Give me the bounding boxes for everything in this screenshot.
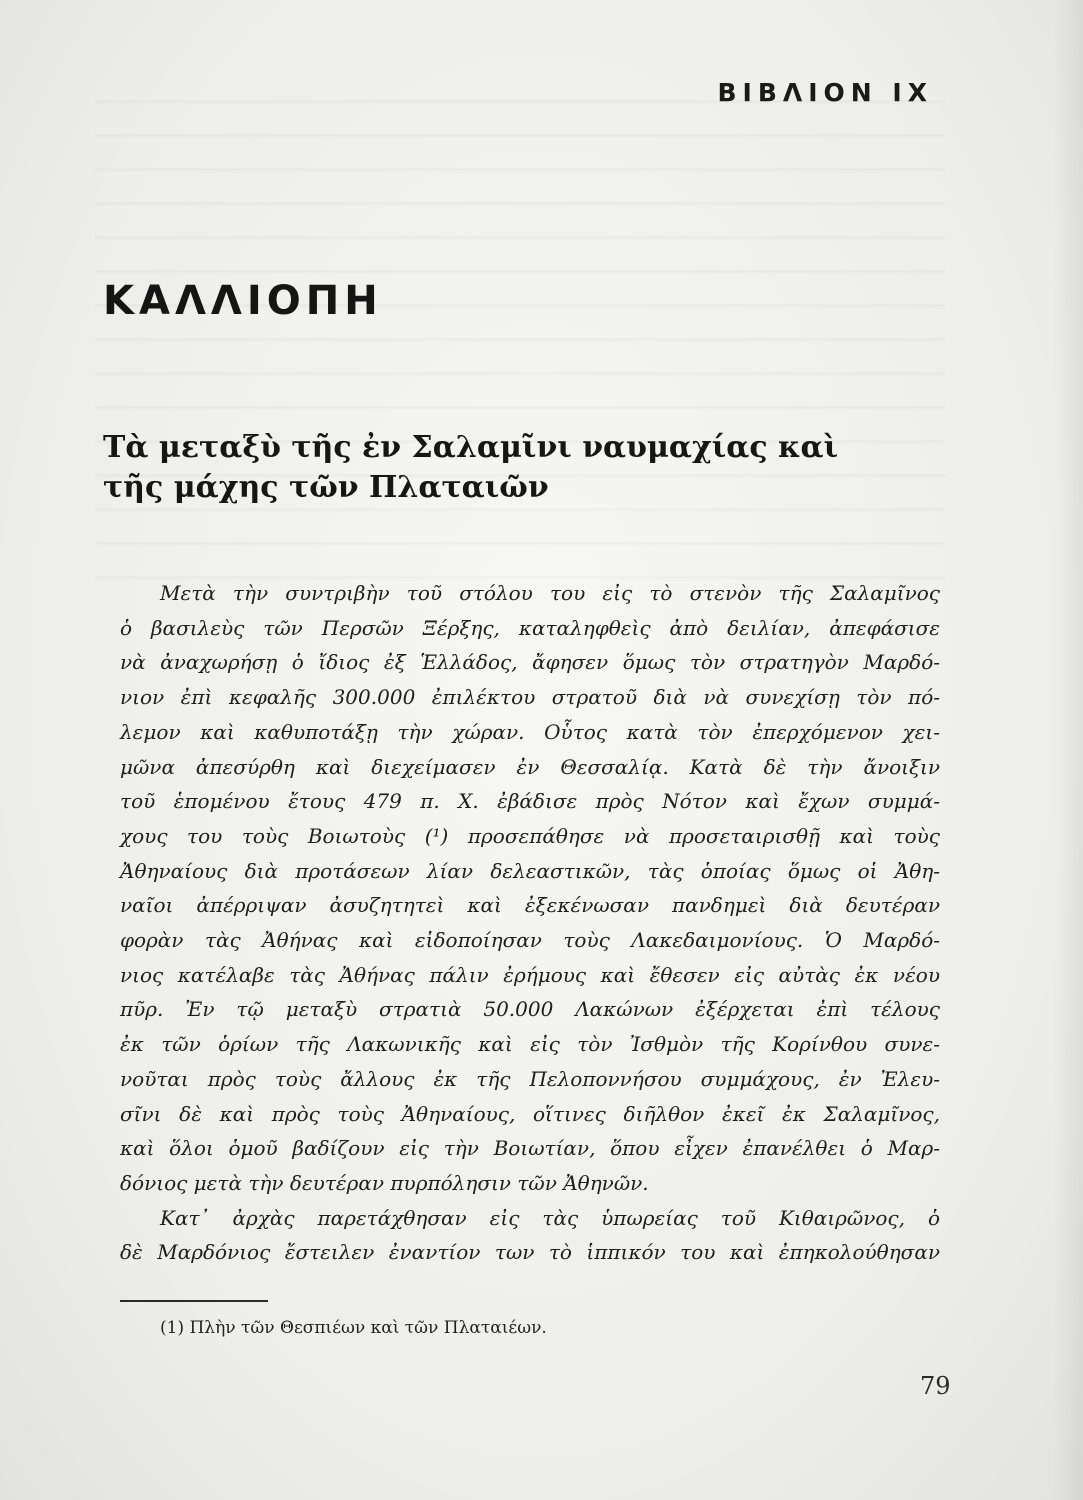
- body-line: Μετὰ τὴν συντριβὴν τοῦ στόλου του εἰς τὸ στενὸν τῆς Σαλαμῖνος: [160, 581, 940, 605]
- body-line: νοῦται πρὸς τοὺς ἄλλους ἐκ τῆς Πελοποννήσου συμμάχους, ἐν Ἐλευ-: [120, 1066, 940, 1091]
- muse-title: ΚΑΛΛΙΟΠΗ: [103, 278, 383, 324]
- footnote-divider: [120, 1300, 268, 1302]
- body-line: σῖνι δὲ καὶ πρὸς τοὺς Ἀθηναίους, οἵτινες διῆλθον ἐκεῖ ἐκ Σαλαμῖνος,: [120, 1101, 940, 1126]
- body-line: νιος κατέλαβε τὰς Ἀθήνας πάλιν ἐρήμους καὶ ἔθεσεν εἰς αὐτὰς ἐκ νέου: [120, 962, 940, 987]
- body-line: ναῖοι ἀπέρριψαν ἀσυζητητεὶ καὶ ἐξεκένωσαν πανδημεὶ διὰ δευτέραν: [120, 893, 940, 918]
- body-line: χους του τοὺς Βοιωτοὺς (¹) προσεπάθησε νὰ προσεταιρισθῇ καὶ τοὺς: [120, 823, 940, 848]
- page-number: 79: [920, 1372, 951, 1400]
- body-line: νὰ ἀναχωρήσῃ ὁ ἴδιος ἐξ Ἑλλάδος, ἄφησεν ὅμως τὸν στρατηγὸν Μαρδό-: [120, 650, 940, 675]
- body-line: τοῦ ἑπομένου ἔτους 479 π. Χ. ἐβάδισε πρὸς Νότον καὶ ἔχων συμμά-: [120, 789, 940, 814]
- body-line: νιον ἐπὶ κεφαλῆς 300.000 ἐπιλέκτου στρατοῦ διὰ νὰ συνεχίσῃ τὸν πό-: [120, 685, 940, 710]
- page-edge-shadow: [1053, 0, 1083, 1500]
- book-label: ΒΙΒΛΙΟΝ ΙΧ: [717, 78, 933, 107]
- body-line: πῦρ. Ἐν τῷ μεταξὺ στρατιὰ 50.000 Λακώνων ἐξέρχεται ἐπὶ τέλους: [120, 997, 940, 1022]
- body-line: μῶνα ἀπεσύρθη καὶ διεχείμασεν ἐν Θεσσαλίᾳ. Κατὰ δὲ τὴν ἄνοιξιν: [120, 754, 940, 779]
- body-line: δόνιος μετὰ τὴν δευτέραν πυρπόλησιν τῶν Ἀθηνῶν.: [120, 1170, 649, 1195]
- footnote: (1) Πλὴν τῶν Θεσπιέων καὶ τῶν Πλαταιέων.: [160, 1318, 547, 1338]
- body-line: Κατ᾽ ἀρχὰς παρετάχθησαν εἰς τὰς ὑπωρείας τοῦ Κιθαιρῶνος, ὁ: [160, 1205, 940, 1230]
- body-line: καὶ ὅλοι ὁμοῦ βαδίζουν εἰς τὴν Βοιωτίαν, ὅπου εἶχεν ἐπανέλθει ὁ Μαρ-: [120, 1136, 940, 1161]
- body-line: λεμον καὶ καθυποτάξῃ τὴν χώραν. Οὗτος κατὰ τὸν ἐπερχόμενον χει-: [120, 719, 940, 744]
- body-line: ἐκ τῶν ὁρίων τῆς Λακωνικῆς καὶ εἰς τὸν Ἰσθμὸν τῆς Κορίνθου συνε-: [120, 1032, 940, 1057]
- body-paragraphs: [120, 576, 940, 1270]
- body-line: Ἀθηναίους διὰ προτάσεων λίαν δελεαστικῶν, τὰς ὁποίας ὅμως οἱ Ἀθη-: [120, 858, 940, 883]
- body-line: δὲ Μαρδόνιος ἔστειλεν ἐναντίον των τὸ ἱππικόν του καὶ ἐπηκολούθησαν: [120, 1240, 940, 1265]
- chapter-title-line: Τὰ μεταξὺ τῆς ἐν Σαλαμῖνι ναυμαχίας καὶ: [103, 430, 839, 465]
- chapter-title: [103, 428, 963, 508]
- body-line: ὁ βασιλεὺς τῶν Περσῶν Ξέρξης, καταληφθεὶς ἀπὸ δειλίαν, ἀπεφάσισε: [120, 615, 940, 640]
- body-line: φορὰν τὰς Ἀθήνας καὶ εἰδοποίησαν τοὺς Λακεδαιμονίους. Ὁ Μαρδό-: [120, 928, 940, 953]
- chapter-title-line: τῆς μάχης τῶν Πλαταιῶν: [103, 470, 549, 505]
